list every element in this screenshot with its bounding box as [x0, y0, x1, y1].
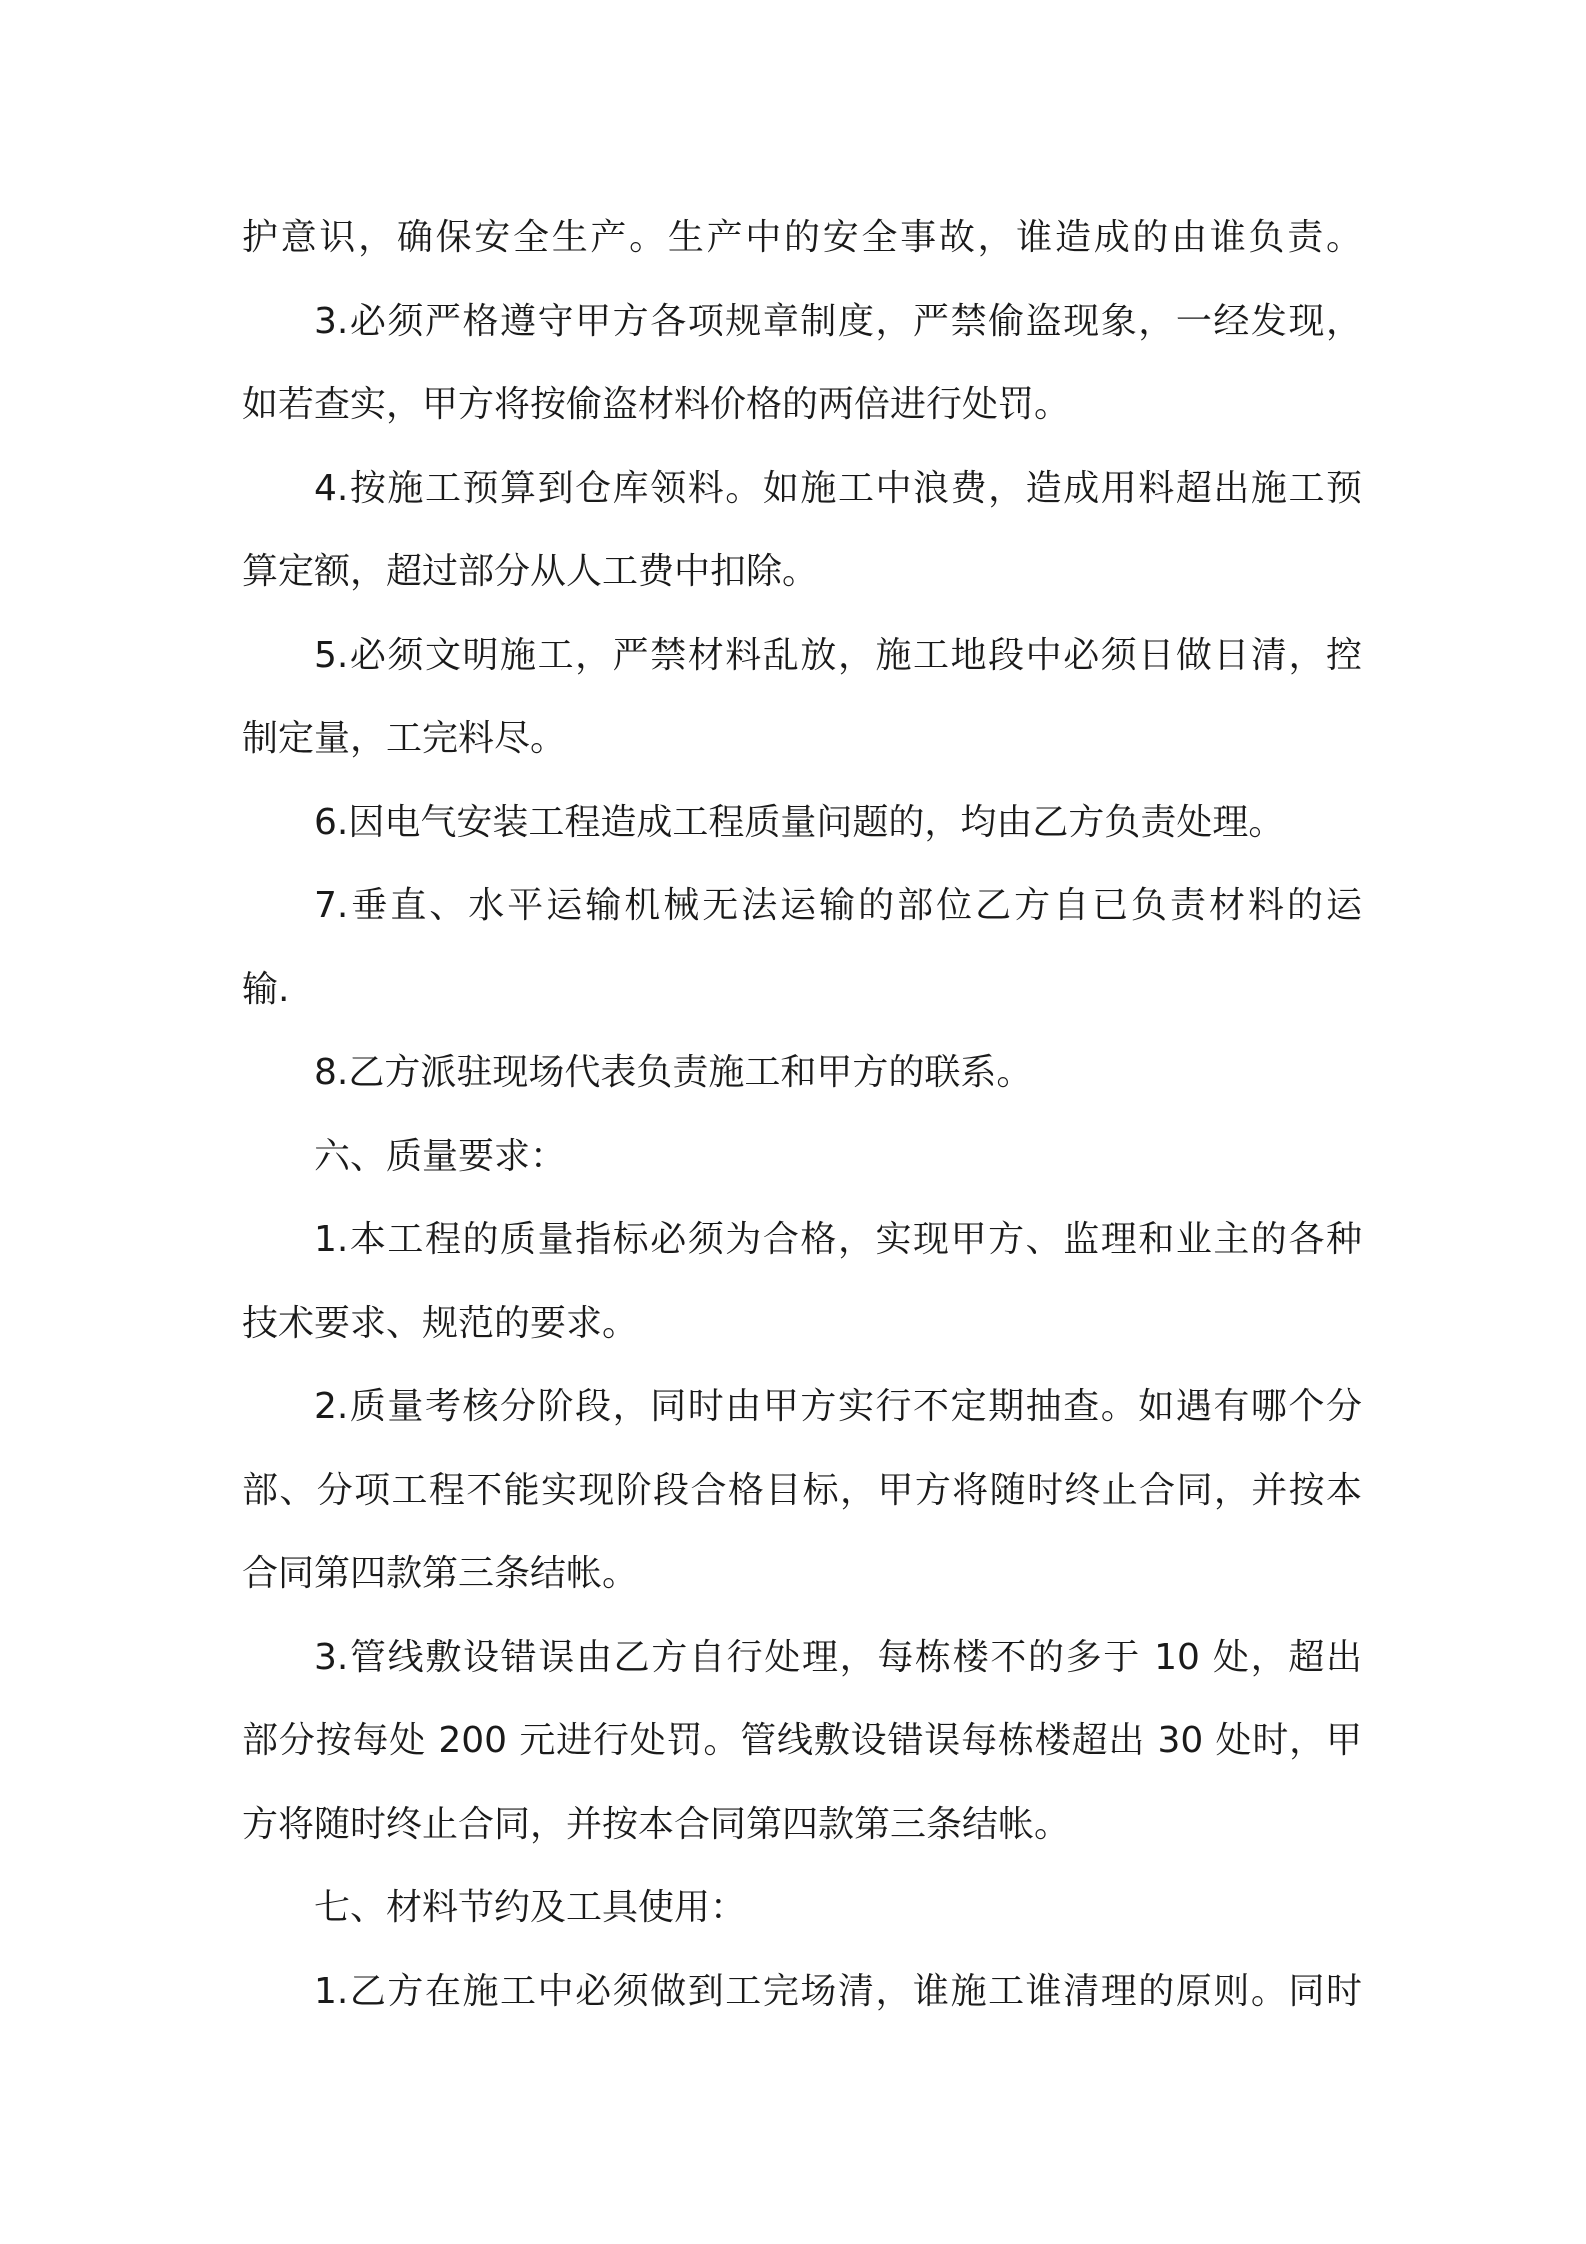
text-line: 3.必须严格遵守甲方各项规章制度，严禁偷盗现象，一经发现， — [314, 300, 1362, 342]
text-line: 4.按施工预算到仓库领料。如施工中浪费，造成用料超出施工预 — [314, 467, 1362, 509]
text-line: 3.管线敷设错误由乙方自行处理，每栋楼不的多于 10 处，超出 — [314, 1636, 1362, 1678]
text-line: 制定量，工完料尽。 — [242, 718, 567, 759]
text-line: 8.乙方派驻现场代表负责施工和甲方的联系。 — [314, 1052, 1033, 1093]
section-heading: 七、材料节约及工具使用： — [314, 1887, 747, 1928]
section-heading: 六、质量要求： — [314, 1135, 567, 1177]
text-line: 护意识，确保安全生产。生产中的安全事故，谁造成的由谁负责。 — [242, 217, 1362, 258]
text-line: 部、分项工程不能实现阶段合格目标，甲方将随时终止合同，并按本 — [242, 1469, 1362, 1511]
text-line: 算定额，超过部分从人工费中扣除。 — [242, 551, 819, 592]
text-line: 2.质量考核分阶段，同时由甲方实行不定期抽查。如遇有哪个分 — [314, 1386, 1362, 1427]
text-line: 6.因电气安装工程造成工程质量问题的，均由乙方负责处理。 — [314, 801, 1285, 843]
text-line: 技术要求、规范的要求。 — [242, 1302, 639, 1344]
text-line: 1.乙方在施工中必须做到工完场清，谁施工谁清理的原则。同时 — [314, 1970, 1362, 2012]
text-line: 7.垂直、水平运输机械无法运输的部位乙方自已负责材料的运 — [314, 885, 1362, 926]
text-line: 合同第四款第三条结帐。 — [242, 1553, 639, 1594]
text-line: 输. — [242, 968, 290, 1010]
text-line: 5.必须文明施工，严禁材料乱放，施工地段中必须日做日清，控 — [314, 634, 1362, 676]
text-line: 方将随时终止合同，并按本合同第四款第三条结帐。 — [242, 1803, 1071, 1845]
text-line: 如若查实，甲方将按偷盗材料价格的两倍进行处罚。 — [242, 384, 1071, 425]
text-line: 部分按每处 200 元进行处罚。管线敷设错误每栋楼超出 30 处时，甲 — [242, 1720, 1362, 1761]
document-body — [242, 196, 1362, 2033]
text-line: 1.本工程的质量指标必须为合格，实现甲方、监理和业主的各种 — [314, 1219, 1362, 1260]
